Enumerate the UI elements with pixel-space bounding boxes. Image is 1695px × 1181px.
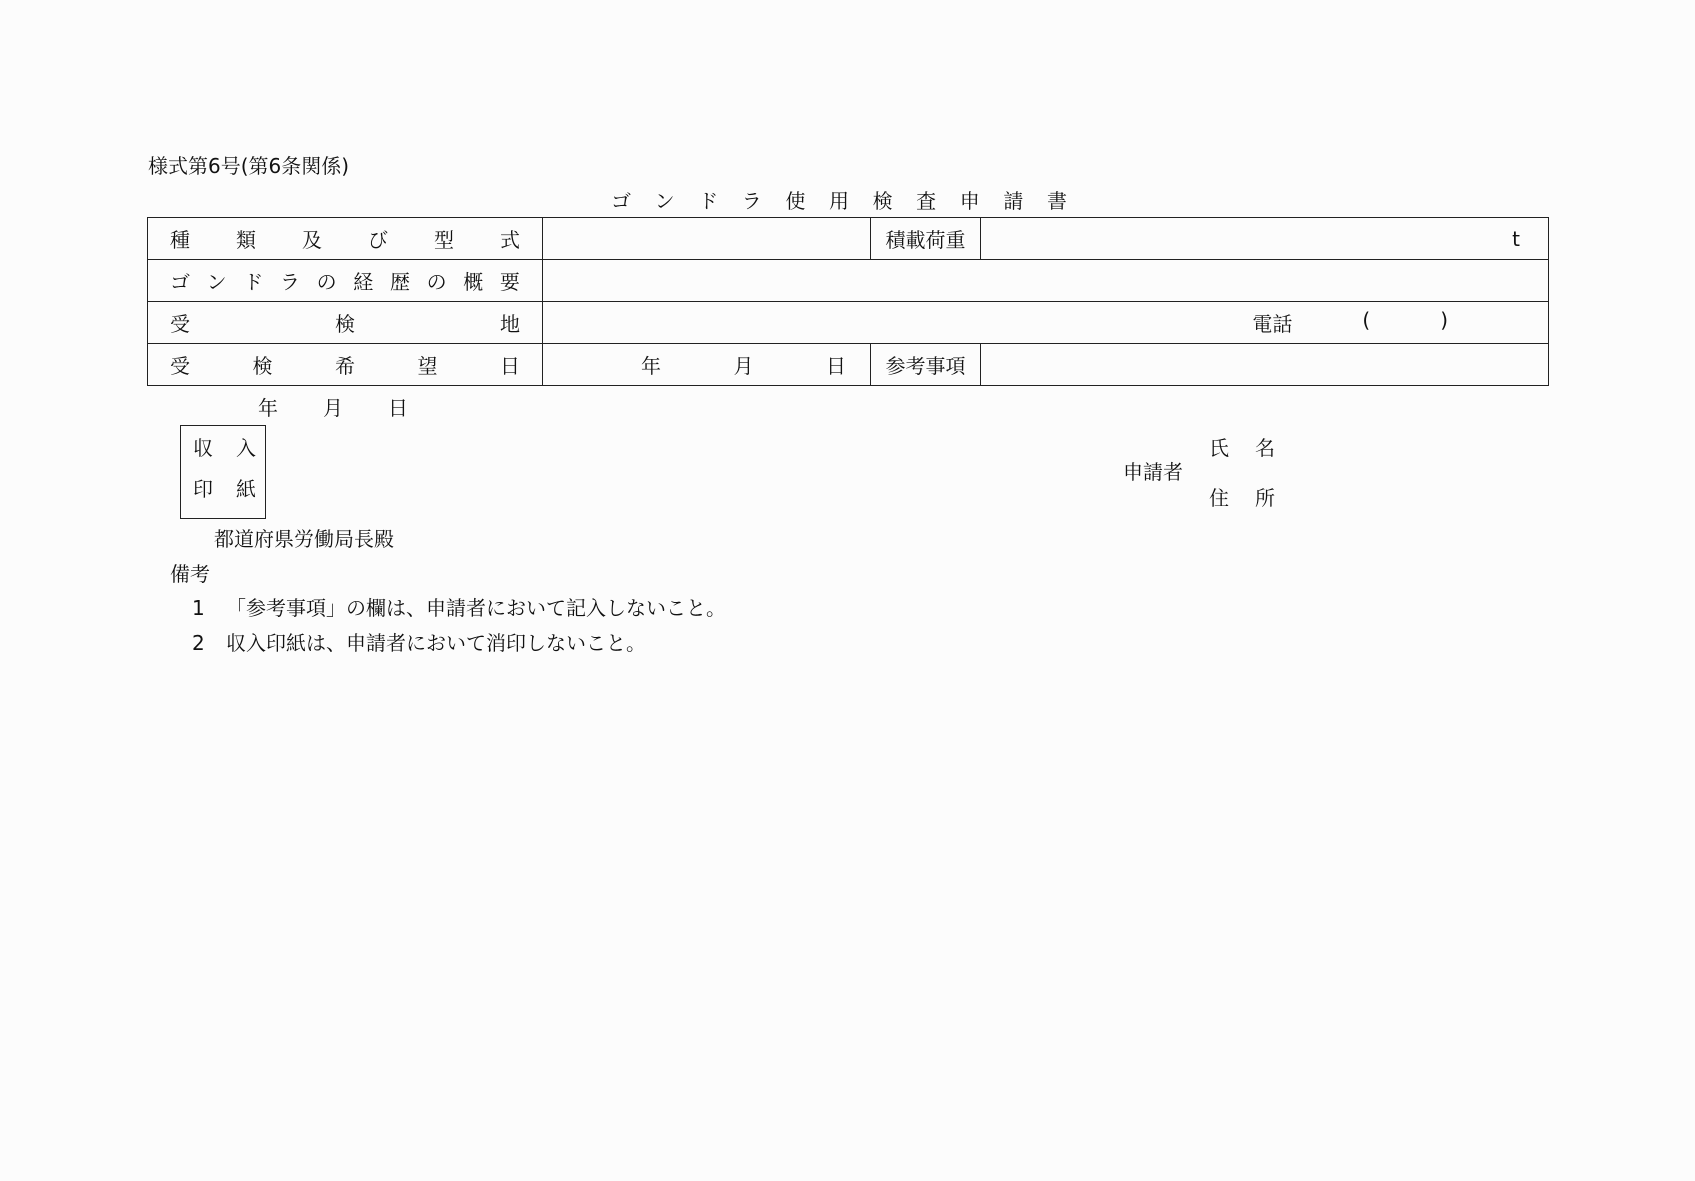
table-row-location: [148, 302, 1549, 344]
label-char: び: [368, 228, 388, 252]
type-model-label: [148, 218, 543, 260]
title-char: ラ: [741, 189, 762, 213]
note-number: 1: [192, 596, 205, 620]
date-char: 日: [826, 354, 846, 378]
date-char: 月: [323, 396, 343, 420]
desired-date-field[interactable]: [543, 344, 871, 386]
remark-note: [192, 596, 726, 620]
title-char: 申: [959, 189, 980, 213]
type-model-field[interactable]: [543, 218, 871, 260]
label-char: ン: [206, 270, 227, 294]
label-char: の: [426, 270, 447, 294]
title-char: ド: [698, 189, 719, 213]
label-char: 検: [252, 354, 273, 378]
inspection-location-label: [148, 302, 543, 344]
label-char: 希: [335, 354, 355, 378]
label-char: 類: [236, 228, 256, 252]
label-char: ゴ: [170, 270, 190, 294]
note-number: 2: [192, 631, 205, 655]
label-char: 式: [500, 228, 520, 252]
desired-date-label: [148, 344, 543, 386]
label-char: 日: [500, 354, 520, 378]
remarks-heading: 備考: [170, 562, 210, 586]
load-capacity-label: 積載荷重: [871, 218, 981, 260]
address-char: 所: [1255, 486, 1275, 510]
title-char: 使: [785, 189, 806, 213]
table-row-history: [148, 260, 1549, 302]
document-title: [611, 189, 1067, 213]
application-table: [147, 217, 1549, 386]
load-unit: t: [1512, 226, 1520, 251]
form-number: 様式第6号(第6条関係): [148, 154, 350, 178]
address-char: 住: [1209, 486, 1229, 510]
date-char: 年: [258, 396, 278, 420]
load-capacity-field[interactable]: [981, 218, 1549, 260]
title-char: 請: [1003, 189, 1024, 213]
table-row-desired-date: [148, 344, 1549, 386]
reference-label: 参考事項: [871, 344, 981, 386]
phone-paren-open: (: [1362, 308, 1371, 332]
label-char: 受: [170, 312, 190, 336]
title-char: 書: [1046, 189, 1067, 213]
name-label: [1209, 436, 1275, 460]
label-char: ラ: [279, 270, 300, 294]
label-char: 受: [170, 354, 190, 378]
label-char: 要: [499, 270, 520, 294]
name-char: 氏: [1209, 436, 1229, 460]
title-char: 査: [916, 189, 937, 213]
label-char: 歴: [389, 270, 410, 294]
application-date: [258, 396, 408, 420]
phone-label: 電話: [1252, 312, 1293, 336]
history-field[interactable]: [543, 260, 1549, 302]
label-char: 地: [500, 312, 520, 336]
label-char: 経: [353, 270, 374, 294]
label-char: 及: [302, 228, 322, 252]
addressee: 都道府県労働局長殿: [214, 527, 394, 551]
name-char: 名: [1255, 436, 1275, 460]
date-char: 日: [388, 396, 408, 420]
label-char: 種: [170, 228, 190, 252]
applicant-label: 申請者: [1123, 460, 1183, 484]
label-char: 検: [335, 312, 355, 336]
title-char: 用: [828, 189, 849, 213]
title-char: ン: [654, 189, 675, 213]
stamp-char: 紙: [236, 477, 256, 501]
label-char: ド: [243, 270, 264, 294]
label-char: 望: [417, 354, 438, 378]
label-char: 概: [463, 270, 484, 294]
title-char: ゴ: [611, 189, 631, 213]
address-label: [1209, 486, 1275, 510]
table-row-type-model: [148, 218, 1549, 260]
label-char: の: [316, 270, 337, 294]
revenue-stamp-box: [180, 425, 266, 519]
date-char: 月: [733, 354, 754, 378]
history-label: [148, 260, 543, 302]
stamp-char: 収: [193, 436, 213, 460]
remark-note: [192, 631, 646, 655]
date-char: 年: [641, 354, 661, 378]
note-text: 「参考事項」の欄は、申請者において記入しないこと。: [226, 596, 726, 620]
note-text: 収入印紙は、申請者において消印しないこと。: [226, 631, 646, 655]
inspection-location-field[interactable]: [543, 302, 1549, 344]
stamp-char: 入: [236, 436, 256, 460]
stamp-char: 印: [193, 477, 213, 501]
reference-field[interactable]: [981, 344, 1549, 386]
phone-paren-close: ): [1440, 308, 1448, 332]
title-char: 検: [872, 189, 893, 213]
label-char: 型: [434, 228, 454, 252]
